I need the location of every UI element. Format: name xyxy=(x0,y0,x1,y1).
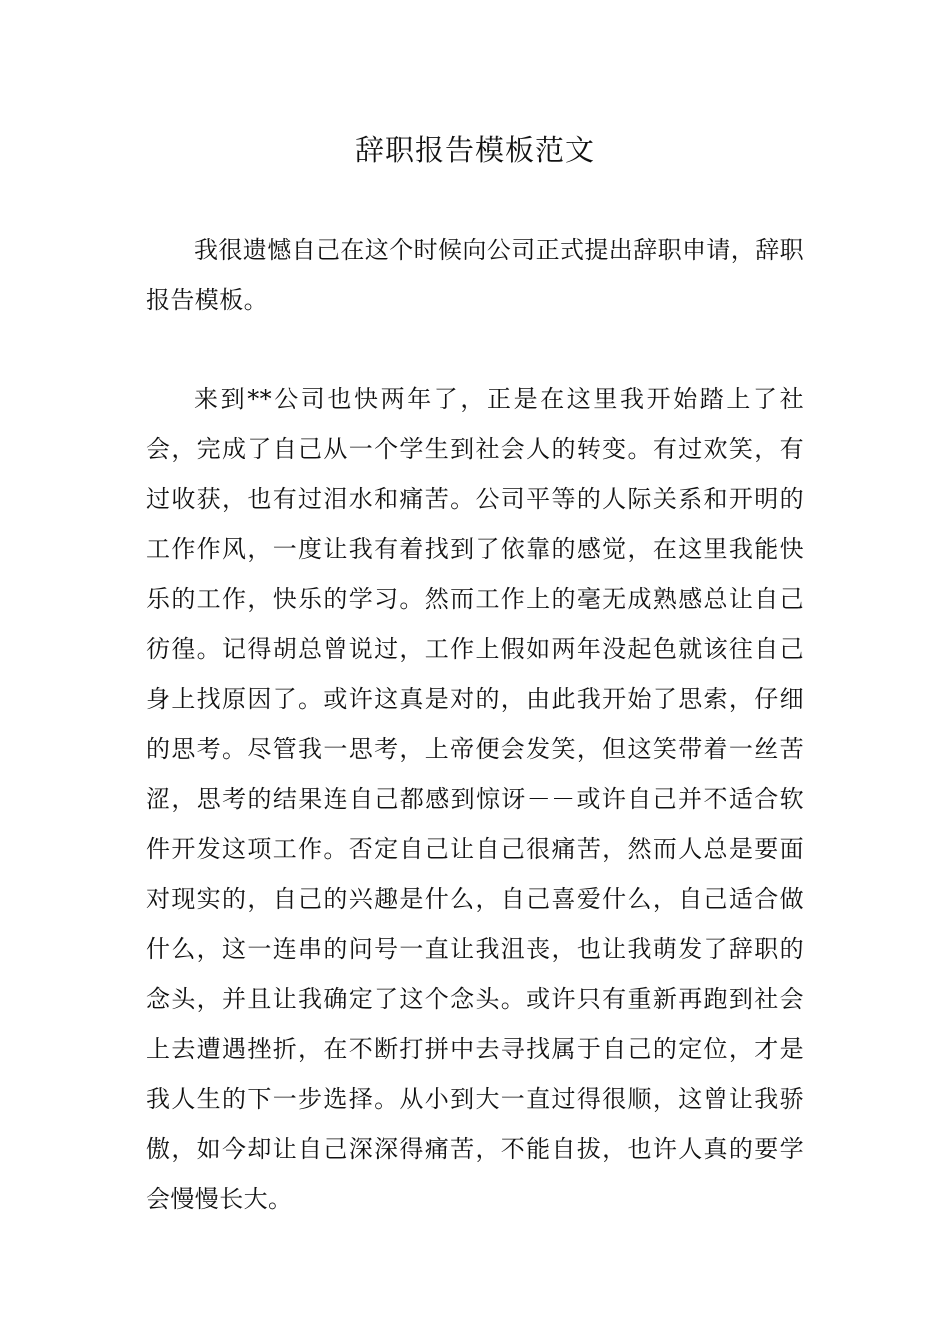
paragraph-body: 来到**公司也快两年了，正是在这里我开始踏上了社会，完成了自己从一个学生到社会人的转变。有过欢笑，有过收获，也有过泪水和痛苦。公司平等的人际关系和开明的工作作风，一度让我有着找到了依靠的感觉，在这里我能快乐的工作，快乐的学习。然而工作上的毫无成熟感总让自己彷徨。记得胡总曾说过，工作上假如两年没起色就该往自己身上找原因了。或许这真是对的，由此我开始了思索，仔细的思考。尽管我一思考，上帝便会发笑，但这笑带着一丝苦涩，思考的结果连自己都感到惊讶－－或许自己并不适合软件开发这项工作。否定自己让自己很痛苦，然而人总是要面对现实的，自己的兴趣是什么，自己喜爱什么，自己适合做什么，这一连串的问号一直让我沮丧，也让我萌发了辞职的念头，并且让我确定了这个念头。或许只有重新再跑到社会上去遭遇挫折，在不断打拼中去寻找属于自己的定位，才是我人生的下一步选择。从小到大一直过得很顺，这曾让我骄傲，如今却让自己深深得痛苦，不能自拔，也许人真的要学会慢慢长大。 xyxy=(146,385,804,1213)
document-title: 辞职报告模板范文 xyxy=(354,133,595,167)
paragraph-intro: 我很遗憾自己在这个时候向公司正式提出辞职申请，辞职报告模板。 xyxy=(146,236,804,314)
